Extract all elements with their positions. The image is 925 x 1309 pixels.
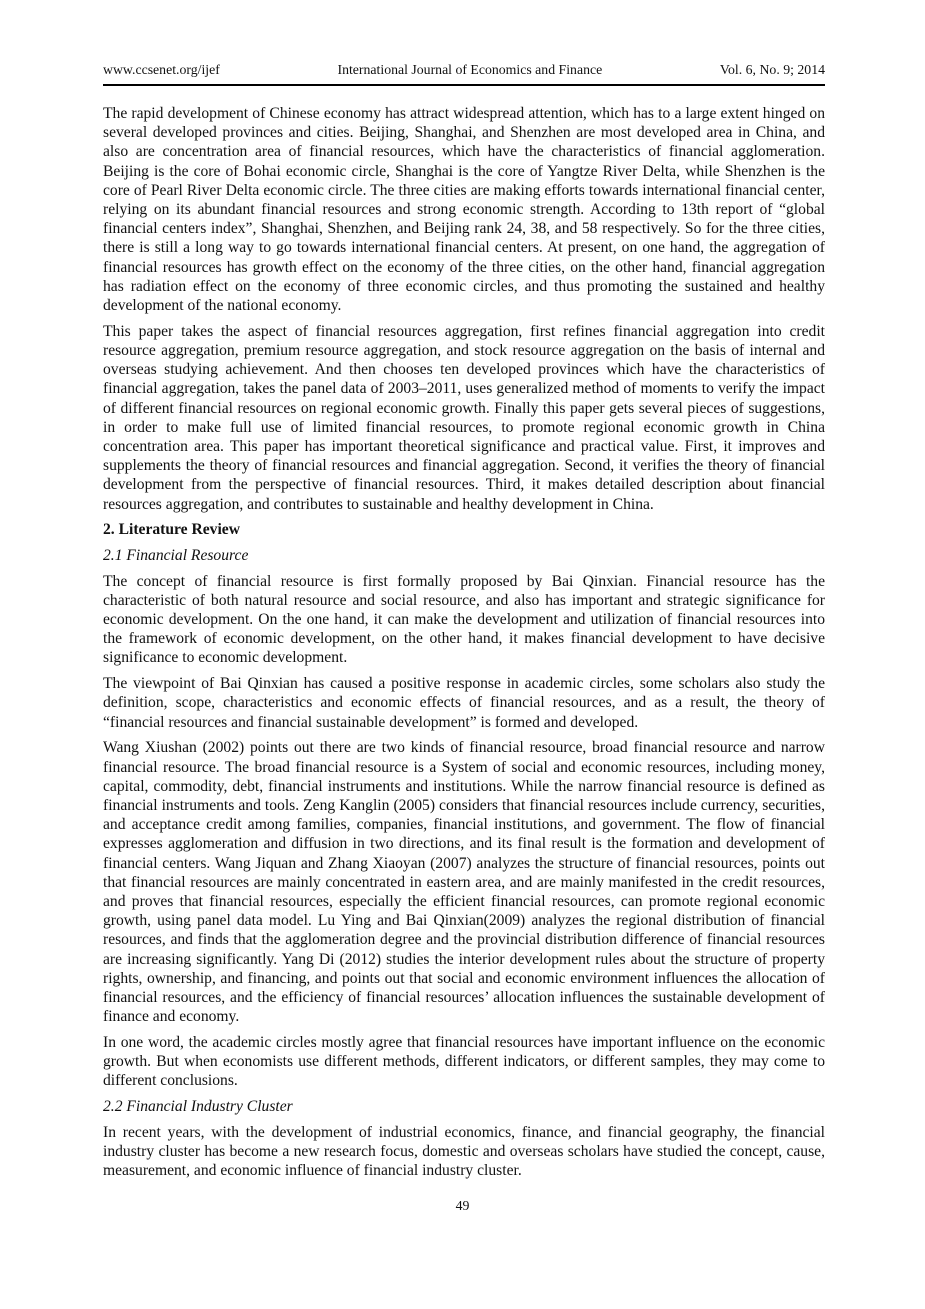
issue-info: Vol. 6, No. 9; 2014 [719, 62, 825, 77]
article-body [103, 104, 825, 1187]
paragraph-financial-resource-2: The viewpoint of Bai Qinxian has caused a positive response in academic circles, some scholars also study the definition, scope, characteristics and economic effects of financial resources, and as a result, the theory of “financial resources and financial sustainable development” is formed and developed. [103, 675, 825, 731]
paragraph-intro-2: This paper takes the aspect of financial resources aggregation, first refines financial aggregation into credit resource aggregation, premium resource aggregation, and stock resource aggregation on the basis of internal and overseas studying achievement. And then chooses ten developed provinces which have the characteristics of financial aggregation, takes the panel data of 2003–2011, uses generalized method of moments to verify the impact of different financial resources on regional economic growth. Finally this paper gets several pieces of suggestions, in order to make full use of limited financial resources, to promote regional economic growth in China concentration area. This paper has important theoretical significance and practical value. First, it improves and supplements the theory of financial resources and financial aggregation. Second, it verifies the theory of financial development from the perspective of financial resources. Third, it makes detailed description about financial resources aggregation, and contributes to sustainable and healthy development in China. [103, 322, 825, 513]
subsection-heading-financial-resource: 2.1 Financial Resource [103, 546, 249, 564]
page-number: 49 [455, 1198, 470, 1213]
page-footer [0, 1198, 925, 1214]
section-heading-literature-review: 2. Literature Review [103, 521, 240, 539]
paragraph-financial-resource-4: In one word, the academic circles mostly agree that financial resources have important influence on the economic growth. But when economists use different methods, different indicators, or different samples, they may come to different conclusions. [103, 1033, 825, 1090]
paragraph-financial-resource-1: The concept of financial resource is first formally proposed by Bai Qinxian. Financial resource has the characteristic of both natural resource and social resource, and also has important and strategic significance for economic development. On the one hand, it can make the development and utilization of financial resources into the framework of economic development, on the other hand, it makes financial development to have decisive significance to economic development. [103, 572, 825, 667]
paragraph-financial-resource-3: Wang Xiushan (2002) points out there are two kinds of financial resource, broad financial resource and narrow financial resource. The broad financial resource is a System of social and economic resources, including money, capital, commodity, debt, financial instruments and institutions. While the narrow financial resource is defined as financial instruments and tools. Zeng Kanglin (2005) considers that financial resources include currency, securities, and acceptance credit among families, companies, financial institutions, and government. The flow of financial expresses agglomeration and diffusion in two directions, and its final result is the formation and development of financial centers. Wang Jiquan and Zhang Xiaoyan (2007) analyzes the structure of financial resources, points out that financial resources are mainly concentrated in eastern area, and are mainly manifested in the credit resources, and proves that financial resources, especially the efficient financial resources, can promote regional economic growth, using panel data model. Lu Ying and Bai Qinxian(2009) analyzes the regional distribution of financial resources, and finds that the agglomeration degree and the provincial distribution difference of financial resources are increasing significantly. Yang Di (2012) studies the interior development rules about the structure of property rights, ownership, and financing, and points out that social and economic environment influences the allocation of financial resources, and the efficiency of financial resources’ allocation influences the sustainable development of finance and economy. [103, 739, 825, 1026]
journal-url: www.ccsenet.org/ijef [103, 62, 220, 77]
paragraph-intro-1: The rapid development of Chinese economy has attract widespread attention, which has to a large extent hinged on several developed provinces and cities. Beijing, Shanghai, and Shenzhen are most developed area in China, and also are concentration area of financial resources, which have the characteristics of financial agglomeration. Beijing is the core of Bohai economic circle, Shanghai is the core of Yangtze River Delta, while Shenzhen is the core of Pearl River Delta economic circle. The three cities are making efforts towards international financial center, relying on its abundant financial resources and strong economic strength. According to 13th report of “global financial centers index”, Shanghai, Shenzhen, and Beijing rank 24, 38, and 58 respectively. So for the three cities, there is still a long way to go towards international financial centers. At present, on one hand, the aggregation of financial resources has growth effect on the economy of the three cities, on the other hand, financial aggregation has radiation effect on the economy of three economic circles, and thus promoting the sustained and healthy development of the national economy. [103, 105, 825, 315]
journal-title: International Journal of Economics and Finance [337, 62, 603, 77]
paragraph-industry-cluster-1: In recent years, with the development of industrial economics, finance, and financial geography, the financial industry cluster has become a new research focus, domestic and overseas scholars have studied the concept, cause, measurement, and economic influence of financial industry cluster. [103, 1123, 825, 1180]
subsection-heading-financial-industry-cluster: 2.2 Financial Industry Cluster [103, 1097, 293, 1115]
page-header [103, 62, 825, 86]
